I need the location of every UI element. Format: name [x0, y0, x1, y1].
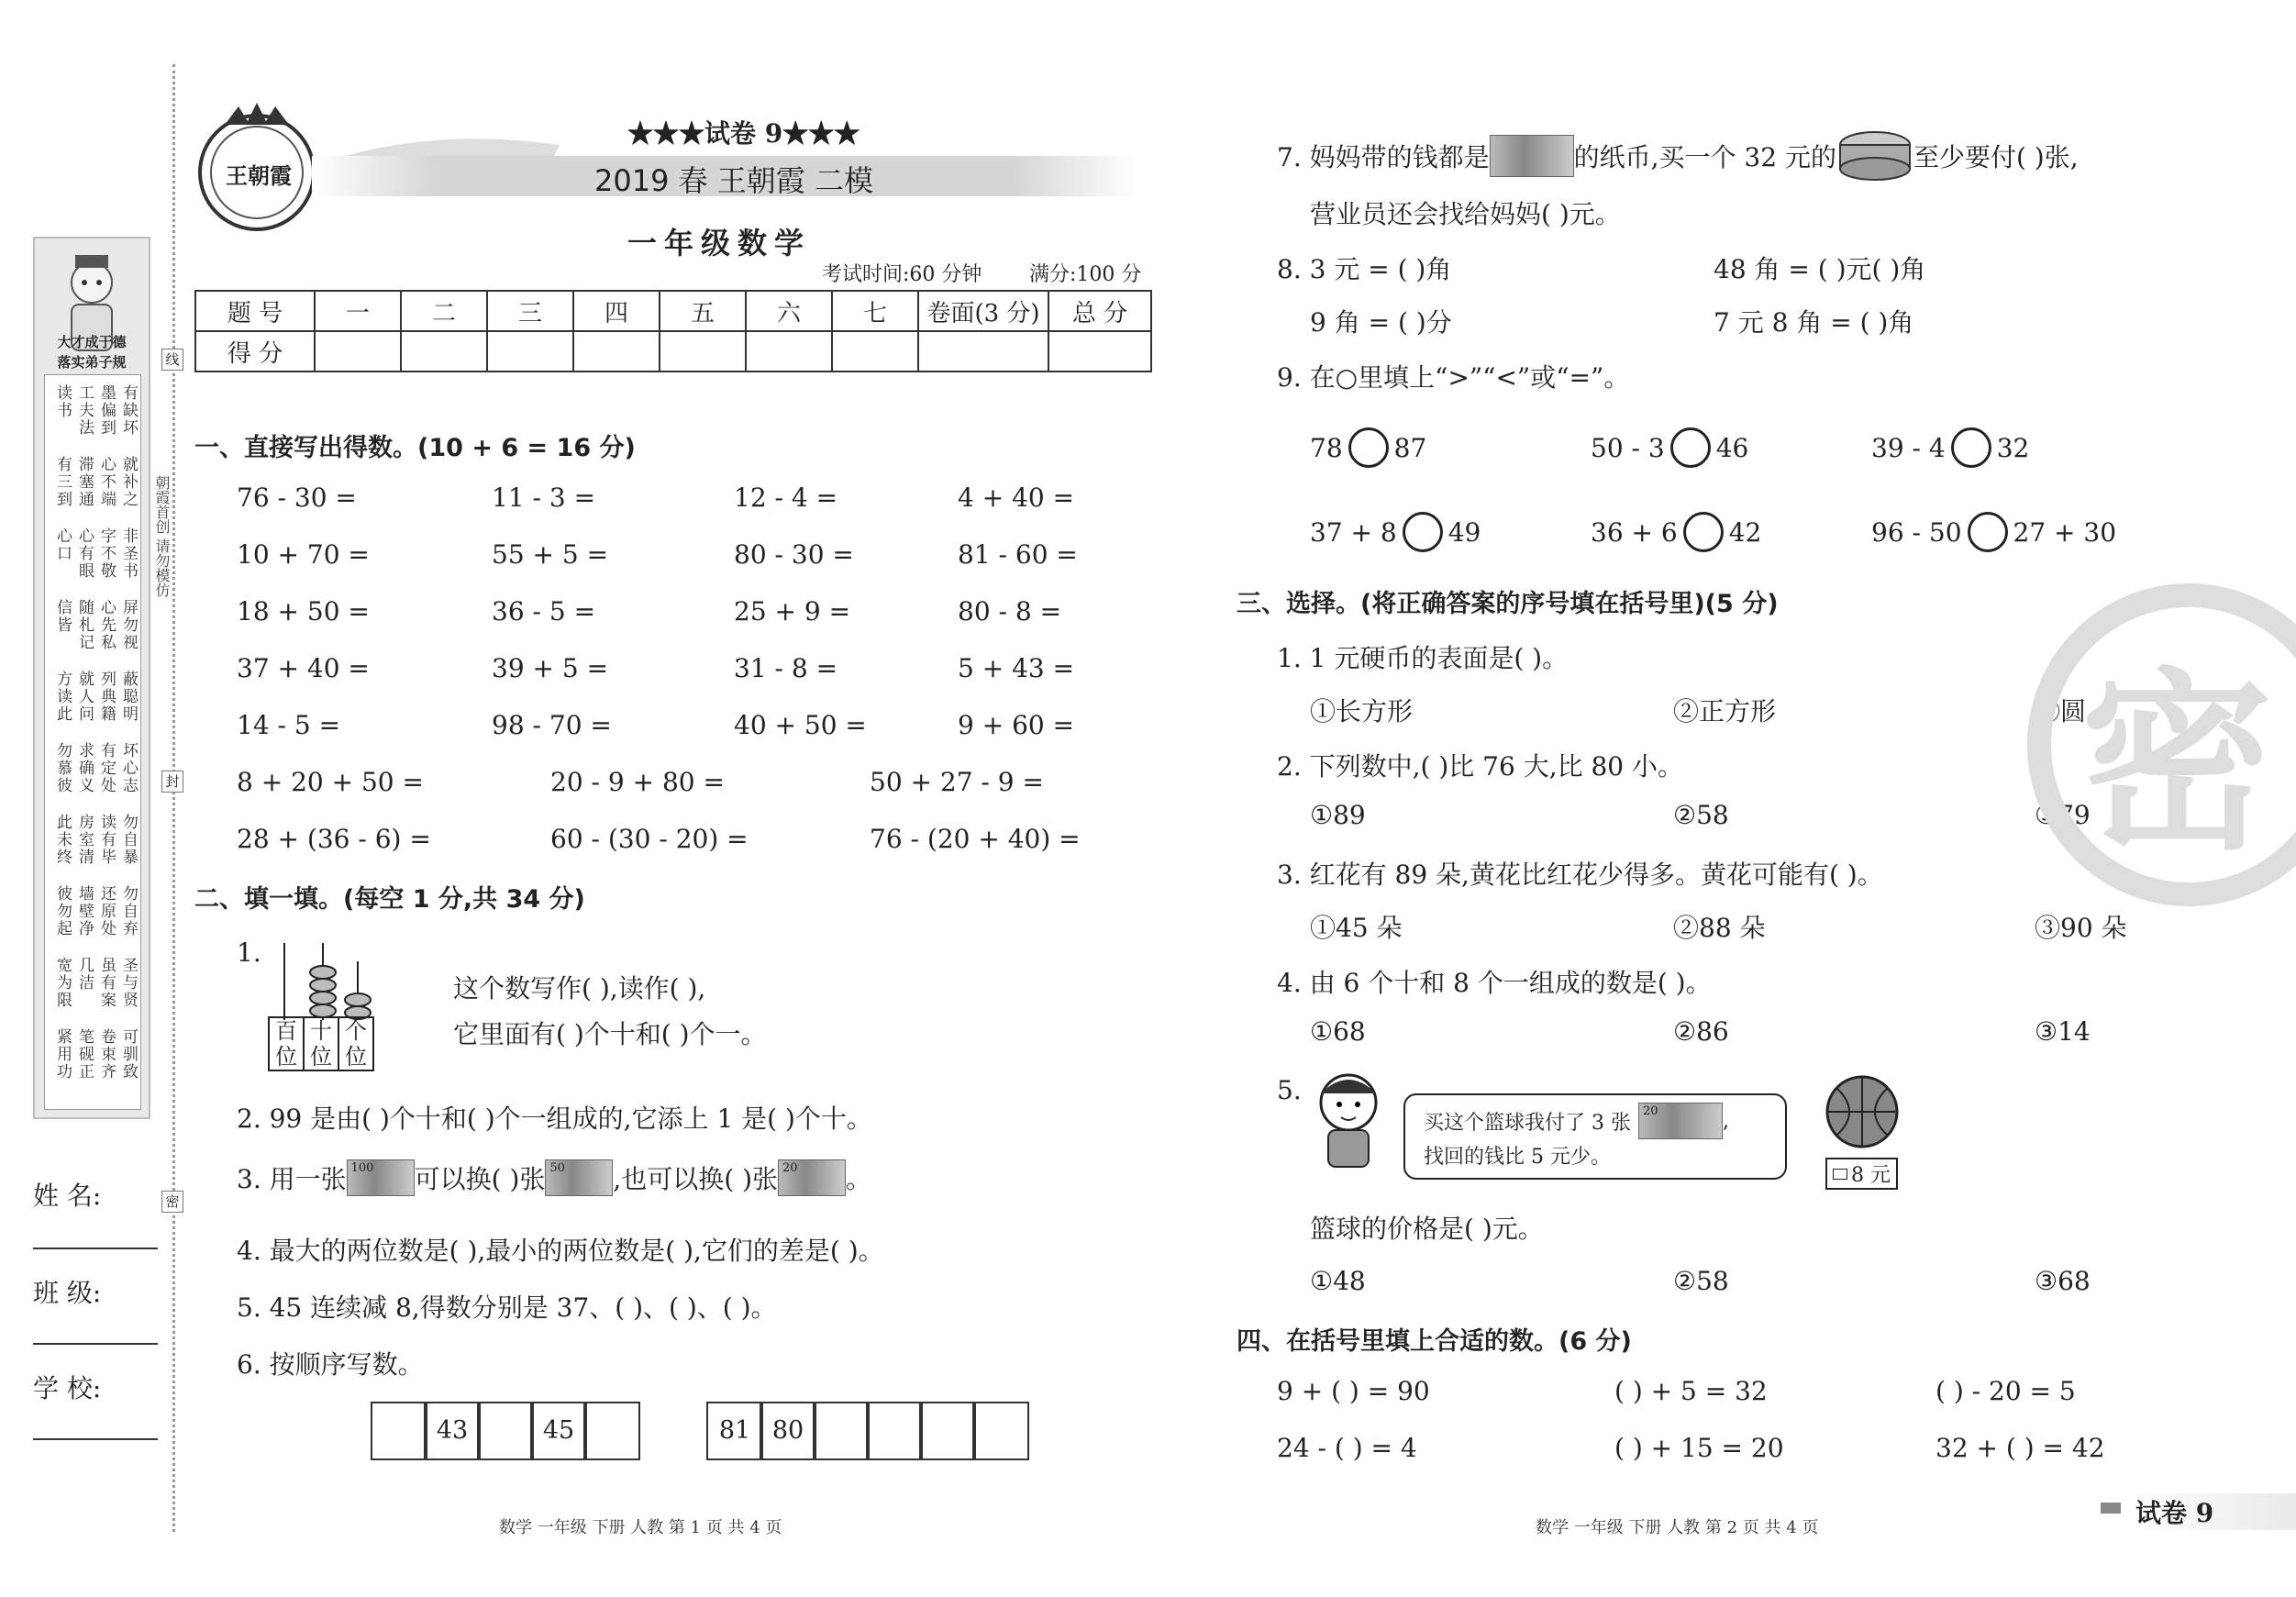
- cake-icon: [1836, 127, 1913, 185]
- math-item: 39 + 5 =: [492, 653, 609, 683]
- abacus-labels: [268, 1016, 374, 1071]
- motto-column: 可驯致: [119, 1028, 138, 1081]
- motto-column: 坏心志: [119, 742, 138, 794]
- math-item: 20 - 9 + 80 =: [550, 767, 725, 797]
- seq-box[interactable]: [813, 1402, 870, 1460]
- math-item: 80 - 30 =: [734, 539, 854, 570]
- price-tag: [1825, 1158, 1898, 1190]
- q4-text: 4. 最大的两位数是( ),最小的两位数是( ),它们的差是( )。: [237, 1236, 884, 1266]
- q3-part-d: 。: [846, 1164, 872, 1194]
- score-head-cell: 一: [315, 291, 401, 331]
- seq-box: 81: [706, 1402, 763, 1460]
- subject-title: 一年级数学: [627, 226, 812, 261]
- q9-text: 9. 在○里填上“>”“<”或“=”。: [1277, 362, 1630, 393]
- q5-number: 5.: [1277, 1075, 1302, 1105]
- choice-option[interactable]: ①68: [1310, 1016, 1366, 1047]
- motto-column: 屏勿视: [119, 599, 138, 651]
- math-item: 18 + 50 =: [237, 596, 370, 627]
- motto-column: 蔽聪明: [119, 671, 138, 723]
- score-input-cell[interactable]: [660, 331, 746, 372]
- seq-box[interactable]: [919, 1402, 976, 1460]
- fill-item: ( ) + 15 = 20: [1614, 1433, 1784, 1463]
- seq-box[interactable]: [972, 1402, 1029, 1460]
- abacus-icon: [266, 943, 376, 1020]
- slogan-2: 落实弟子规: [57, 354, 127, 371]
- motto-column: 还原处: [97, 885, 116, 937]
- math-item: 8 + 20 + 50 =: [237, 767, 424, 797]
- math-item: 5 + 43 =: [958, 653, 1075, 683]
- math-item: 81 - 60 =: [958, 539, 1078, 570]
- score-input-cell[interactable]: [1048, 331, 1151, 372]
- q2-text: 2. 99 是由( )个十和( )个一组成的,它添上 1 是( )个十。: [237, 1103, 872, 1134]
- score-head-cell: 四: [573, 291, 660, 331]
- motto-column: 就补之: [119, 456, 138, 508]
- motto-column: 房室清: [75, 814, 94, 866]
- compare-item: [1871, 512, 2116, 552]
- choice-question: 1. 1 元硬币的表面是( )。: [1277, 643, 1569, 673]
- fill-item: ( ) + 5 = 32: [1614, 1376, 1768, 1406]
- motto-column: 有三到: [53, 456, 72, 508]
- compare-circle[interactable]: [1683, 512, 1724, 552]
- section-2-title: 二、填一填。(每空 1 分,共 34 分): [194, 885, 585, 914]
- motto-column: 就人问: [75, 671, 94, 723]
- q5-text: 5. 45 连续减 8,得数分别是 37、( )、( )、( )。: [237, 1292, 777, 1323]
- slogan-1: 大才成于德: [57, 334, 127, 350]
- math-item: 36 - 5 =: [492, 596, 596, 627]
- compare-circle[interactable]: [1968, 512, 2008, 552]
- choice-option[interactable]: ②86: [1673, 1016, 1729, 1047]
- banknote-20-icon: 20: [778, 1159, 846, 1196]
- compare-circle[interactable]: [1348, 427, 1389, 468]
- class-line[interactable]: [33, 1343, 158, 1345]
- exam-time: 考试时间:60 分钟: [822, 263, 982, 286]
- abacus-label: 个位: [345, 1018, 367, 1070]
- motto-column: 勿自弃: [119, 885, 138, 937]
- bubble-line-1: 买这个篮球我付了 3 张: [1424, 1111, 1631, 1135]
- badge-decor: [2101, 1503, 2121, 1514]
- choice-option[interactable]: ③90 朵: [2035, 913, 2127, 943]
- full-score: 满分:100 分: [1029, 263, 1142, 286]
- choice-question: 2. 下列数中,( )比 76 大,比 80 小。: [1277, 751, 1684, 782]
- motto-box: [44, 374, 141, 1110]
- motto-column: 方读此: [53, 671, 72, 723]
- math-item: 4 + 40 =: [958, 482, 1075, 513]
- q8-b: 48 角 = ( )元( )角: [1714, 254, 1926, 284]
- motto-column: 有缺坏: [119, 384, 138, 437]
- motto-column: 心有眼: [75, 527, 94, 580]
- motto-column: 心口: [53, 527, 72, 562]
- exam-title: 2019 春 王朝霞 二模: [594, 163, 873, 198]
- choice-question: 4. 由 6 个十和 8 个一组成的数是( )。: [1277, 968, 1712, 998]
- banknote-icon: [1490, 135, 1574, 177]
- motto-column: 墙壁净: [75, 885, 94, 937]
- score-input-cell[interactable]: [573, 331, 660, 372]
- score-head-cell: 七: [832, 291, 918, 331]
- name-label: 姓 名:: [33, 1181, 102, 1211]
- motto-column: 虽有案: [97, 957, 116, 1009]
- price-tag-text: 8 元: [1851, 1164, 1891, 1187]
- banknote-100-icon: 100: [347, 1159, 415, 1196]
- math-item: 37 + 40 =: [237, 653, 370, 683]
- compare-left: 37 + 8: [1310, 516, 1397, 548]
- school-label: 学 校:: [33, 1373, 102, 1403]
- q1-number: 1.: [237, 937, 261, 968]
- paper-number: ★★★试卷 9★★★: [627, 118, 860, 149]
- q7-part-b: 的纸币,买一个 32 元的: [1573, 142, 1836, 172]
- section-4-title: 四、在括号里填上合适的数。(6 分): [1237, 1327, 1632, 1356]
- math-item: 98 - 70 =: [492, 710, 612, 740]
- choice-option[interactable]: ③79: [2035, 800, 2091, 830]
- compare-right: 27 + 30: [2013, 516, 2117, 548]
- speech-bubble: 买这个篮球我付了 3 张 20 , 找回的钱比 5 元少。: [1403, 1093, 1787, 1180]
- seq-box[interactable]: [583, 1402, 640, 1460]
- compare-left: 36 + 6: [1591, 516, 1678, 548]
- q1-line-2: 它里面有( )个十和( )个一。: [453, 1019, 767, 1049]
- compare-right: 87: [1393, 432, 1427, 463]
- q5-option[interactable]: ②58: [1673, 1266, 1729, 1296]
- choice-option[interactable]: ③14: [2035, 1016, 2091, 1047]
- q8-a: 8. 3 元 = ( )角: [1277, 254, 1452, 284]
- motto-column: 卷束齐: [97, 1028, 116, 1081]
- footer-left: 数学 一年级 下册 人教 第 1 页 共 4 页: [499, 1518, 782, 1537]
- math-item: 40 + 50 =: [734, 710, 867, 740]
- basketball-icon: [1824, 1073, 1901, 1150]
- motto-column: 读有毕: [97, 814, 116, 866]
- compare-circle[interactable]: [1670, 427, 1711, 468]
- math-item: 14 - 5 =: [237, 710, 341, 740]
- seq-box[interactable]: [371, 1402, 427, 1460]
- choice-option[interactable]: ②88 朵: [1673, 913, 1766, 943]
- motto-column: 滞塞通: [75, 456, 94, 508]
- math-item: 31 - 8 =: [734, 653, 838, 683]
- choice-option[interactable]: ①长方形: [1310, 696, 1414, 726]
- abacus-label: 十位: [305, 1018, 339, 1070]
- motto-column: 信皆: [53, 599, 72, 634]
- score-head-cell: 五: [660, 291, 746, 331]
- score-head-cell: 三: [487, 291, 573, 331]
- score-head-cell: 总 分: [1048, 291, 1151, 331]
- score-header-row: [195, 291, 1151, 331]
- motto-sidebar: [33, 237, 150, 1119]
- footer-right: 数学 一年级 下册 人教 第 2 页 共 4 页: [1536, 1518, 1819, 1537]
- compare-item: [1591, 427, 1748, 468]
- cut-line: [172, 64, 175, 1532]
- q7-line-2: 营业员还会找给妈妈( )元。: [1310, 199, 1621, 229]
- motto-column: 有定处: [97, 742, 116, 794]
- q8-d: 7 元 8 角 = ( )角: [1714, 307, 1914, 338]
- math-item: 80 - 8 =: [958, 596, 1062, 627]
- class-label: 班 级:: [33, 1278, 102, 1308]
- score-input-cell[interactable]: [315, 331, 401, 372]
- score-head-cell: 六: [746, 291, 832, 331]
- motto-column: 勿慕彼: [53, 742, 72, 794]
- seal-char-mi: 密: [161, 1191, 183, 1213]
- score-input-cell[interactable]: [487, 331, 573, 372]
- score-head-cell: 卷面(3 分): [918, 291, 1048, 331]
- fill-item: 32 + ( ) = 42: [1936, 1433, 2105, 1463]
- q3-part-a: 3. 用一张: [237, 1164, 347, 1194]
- seal-char-feng: 封: [161, 771, 183, 793]
- compare-item: [1310, 427, 1426, 468]
- seal-char-xian: 线: [161, 349, 183, 371]
- vertical-note: 朝霞首创 请勿模仿: [151, 475, 172, 659]
- school-line[interactable]: [33, 1438, 158, 1440]
- motto-column: 读书: [53, 384, 72, 419]
- section-3-title: 三、选择。(将正确答案的序号填在括号里)(5 分): [1237, 590, 1779, 618]
- banknote-50-icon: 50: [545, 1159, 613, 1196]
- motto-column: 彼勿起: [53, 885, 72, 937]
- seq-box: 80: [760, 1402, 816, 1460]
- compare-left: 78: [1310, 432, 1343, 463]
- q7-row: [1277, 127, 2079, 185]
- score-label-cell: 得 分: [195, 331, 315, 372]
- math-item: 55 + 5 =: [492, 539, 609, 570]
- compare-circle[interactable]: [1403, 512, 1443, 552]
- motto-column: 笔砚正: [75, 1028, 94, 1081]
- compare-left: 39 - 4: [1871, 432, 1946, 463]
- choice-question: 3. 红花有 89 朵,黄花比红花少得多。黄花可能有( )。: [1277, 859, 1883, 890]
- compare-circle[interactable]: [1951, 427, 1991, 468]
- seq-box[interactable]: [477, 1402, 534, 1460]
- motto-column: 心先私: [97, 599, 116, 651]
- q3-row: [237, 1159, 871, 1196]
- motto-column: 随札记: [75, 599, 94, 651]
- score-value-row: [195, 331, 1151, 372]
- math-item: 12 - 4 =: [734, 482, 838, 513]
- math-item: 10 + 70 =: [237, 539, 370, 570]
- compare-right: 49: [1447, 516, 1481, 548]
- score-head-cell: 题 号: [195, 291, 315, 331]
- score-input-cell[interactable]: [832, 331, 918, 372]
- choice-option[interactable]: ②正方形: [1673, 696, 1777, 726]
- motto-column: 列典籍: [97, 671, 116, 723]
- math-item: 25 + 9 =: [734, 596, 851, 627]
- math-item: 76 - 30 =: [237, 482, 357, 513]
- q3-part-b: 可以换( )张: [414, 1164, 546, 1194]
- motto-column: 求确义: [75, 742, 94, 794]
- compare-item: [1310, 512, 1481, 552]
- q5-question: 篮球的价格是( )元。: [1310, 1214, 1544, 1244]
- compare-item: [1871, 427, 2029, 468]
- choice-option[interactable]: ①45 朵: [1310, 913, 1403, 943]
- fill-item: ( ) - 20 = 5: [1936, 1376, 2076, 1406]
- math-item: 28 + (36 - 6) =: [237, 824, 431, 854]
- math-item: 76 - (20 + 40) =: [870, 824, 1081, 854]
- tag-icon: [1833, 1169, 1847, 1180]
- compare-right: 42: [1728, 516, 1762, 548]
- compare-right: 32: [1996, 432, 2030, 463]
- score-table: [194, 290, 1152, 372]
- choice-option[interactable]: ①89: [1310, 800, 1366, 830]
- name-line[interactable]: [33, 1248, 158, 1249]
- seq-box: 43: [424, 1402, 481, 1460]
- motto-column: 此未终: [53, 814, 72, 866]
- score-input-cell[interactable]: [918, 331, 1048, 372]
- motto-column: 圣与贤: [119, 957, 138, 1009]
- fill-item: 24 - ( ) = 4: [1277, 1433, 1417, 1463]
- motto-column: 墨偏到: [97, 384, 116, 437]
- boy-icon: [1303, 1066, 1403, 1176]
- seq-box[interactable]: [866, 1402, 923, 1460]
- motto-column: 几洁: [75, 957, 94, 992]
- motto-column: 非圣书: [119, 527, 138, 580]
- stamp-char: 密: [2080, 651, 2274, 876]
- compare-left: 50 - 3: [1591, 432, 1665, 463]
- q7-part-a: 7. 妈妈带的钱都是: [1277, 142, 1490, 172]
- motto-column: 心不端: [97, 456, 116, 508]
- score-input-cell[interactable]: [746, 331, 832, 372]
- q5-option[interactable]: ③68: [2035, 1266, 2091, 1296]
- motto-column: 字不敬: [97, 527, 116, 580]
- q5-option[interactable]: ①48: [1310, 1266, 1366, 1296]
- banknote-20-icon: 20: [1638, 1103, 1723, 1139]
- math-item: 11 - 3 =: [492, 482, 596, 513]
- choice-option[interactable]: ②58: [1673, 800, 1729, 830]
- score-input-cell[interactable]: [401, 331, 487, 372]
- section-1-title: 一、直接写出得数。(10 + 6 = 16 分): [194, 434, 636, 462]
- choice-option[interactable]: ③圆: [2035, 696, 2087, 726]
- fill-item: 9 + ( ) = 90: [1277, 1376, 1430, 1406]
- q3-part-c: ,也可以换( )张: [613, 1164, 779, 1194]
- compare-item: [1591, 512, 1761, 552]
- logo-text: 王朝霞: [226, 162, 292, 189]
- motto-column: 宽为限: [53, 957, 72, 1009]
- paper-badge: 试卷 9: [2126, 1493, 2296, 1530]
- abacus-label: 百位: [270, 1018, 305, 1070]
- q8-c: 9 角 = ( )分: [1310, 307, 1452, 338]
- q1-line-1: 这个数写作( ),读作( ),: [453, 973, 706, 1004]
- compare-left: 96 - 50: [1871, 516, 1962, 548]
- math-item: 60 - (30 - 20) =: [550, 824, 749, 854]
- motto-column: 紧用功: [53, 1028, 72, 1081]
- motto-column: 工夫法: [75, 384, 94, 437]
- bubble-line-2: 找回的钱比 5 元少。: [1424, 1146, 1611, 1169]
- score-head-cell: 二: [401, 291, 487, 331]
- q7-part-c: 至少要付( )张,: [1913, 142, 2079, 172]
- motto-column: 勿自暴: [119, 814, 138, 866]
- math-item: 50 + 27 - 9 =: [870, 767, 1044, 797]
- compare-right: 46: [1715, 432, 1749, 463]
- math-item: 9 + 60 =: [958, 710, 1075, 740]
- seq-box: 45: [530, 1402, 587, 1460]
- q6-text: 6. 按顺序写数。: [237, 1349, 424, 1380]
